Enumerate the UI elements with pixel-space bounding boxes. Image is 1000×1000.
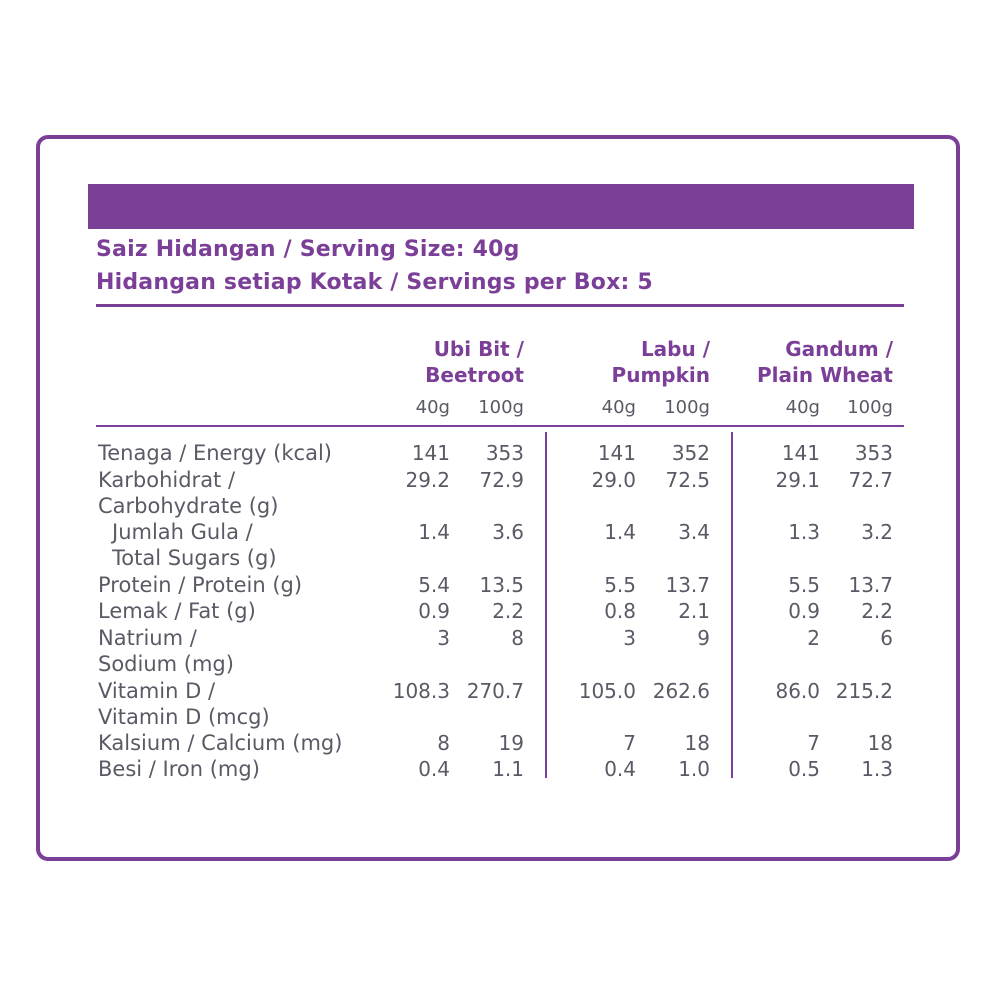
nutrient-value: 19 [498,731,524,755]
nutrient-value: 72.5 [665,468,710,492]
nutrient-value: 1.4 [604,520,636,544]
nutrient-label: Vitamin D / [98,679,216,703]
nutrient-value: 1.0 [678,757,710,781]
nutrient-label: Lemak / Fat (g) [98,599,256,623]
nutrient-value: 3.6 [492,520,524,544]
nutrient-value: 3.2 [861,520,893,544]
nutrient-value: 18 [867,731,893,755]
nutrient-value: 215.2 [835,679,893,703]
nutrient-label: Natrium / [98,626,197,650]
nutrient-value: 7 [807,731,820,755]
nutrient-value: 108.3 [392,679,450,703]
nutrient-label: Besi / Iron (mg) [98,757,260,781]
nutrient-label: Protein / Protein (g) [98,573,303,597]
subheader-100g: 100g [664,397,710,418]
nutrient-label: Tenaga / Energy (kcal) [98,441,332,465]
subheader-40g: 40g [785,397,820,418]
column-divider [545,432,547,778]
nutrient-value: 13.7 [848,573,893,597]
nutrient-value: 5.4 [418,573,450,597]
nutrient-label-continued: Sodium (mg) [98,652,234,676]
nutrient-value: 1.4 [418,520,450,544]
nutrient-value: 0.9 [418,599,450,623]
nutrient-label: Jumlah Gula / [112,520,253,544]
nutrient-value: 3.4 [678,520,710,544]
header-banner [88,184,914,229]
nutrient-value: 29.1 [775,468,820,492]
nutrient-value: 2 [807,626,820,650]
nutrient-value: 353 [854,441,893,465]
nutrient-value: 86.0 [775,679,820,703]
subheader-100g: 100g [847,397,893,418]
subheader-40g: 40g [601,397,636,418]
nutrient-value: 141 [781,441,820,465]
nutrient-value: 3 [623,626,636,650]
nutrient-value: 2.2 [861,599,893,623]
column-divider [731,432,733,778]
nutrient-value: 2.2 [492,599,524,623]
nutrient-value: 0.8 [604,599,636,623]
nutrient-value: 0.4 [418,757,450,781]
nutrient-value: 353 [485,441,524,465]
column-header-plain-wheat: Gandum / Plain Wheat [757,337,893,387]
column-header-pumpkin: Labu / Pumpkin [611,337,710,387]
nutrient-label: Kalsium / Calcium (mg) [98,731,343,755]
nutrient-value: 1.3 [861,757,893,781]
nutrient-value: 1.1 [492,757,524,781]
serving-size-line: Saiz Hidangan / Serving Size: 40g [96,237,520,262]
nutrient-value: 7 [623,731,636,755]
divider-top [96,304,904,307]
nutrient-value: 29.2 [405,468,450,492]
nutrient-value: 5.5 [604,573,636,597]
nutrient-value: 352 [671,441,710,465]
nutrient-value: 9 [697,626,710,650]
nutrient-value: 8 [511,626,524,650]
nutrient-value: 141 [411,441,450,465]
nutrient-value: 8 [437,731,450,755]
nutrient-value: 262.6 [652,679,710,703]
nutrient-value: 72.9 [479,468,524,492]
nutrient-value: 270.7 [466,679,524,703]
nutrient-value: 13.7 [665,573,710,597]
nutrient-value: 29.0 [591,468,636,492]
nutrient-value: 1.3 [788,520,820,544]
nutrient-value: 0.5 [788,757,820,781]
nutrient-value: 5.5 [788,573,820,597]
nutrient-label-continued: Vitamin D (mcg) [98,705,270,729]
nutrient-value: 18 [684,731,710,755]
nutrient-value: 3 [437,626,450,650]
nutrient-value: 2.1 [678,599,710,623]
nutrient-value: 13.5 [479,573,524,597]
nutrient-value: 6 [880,626,893,650]
nutrient-value: 105.0 [578,679,636,703]
divider-middle [96,425,904,427]
nutrient-value: 0.4 [604,757,636,781]
nutrient-value: 72.7 [848,468,893,492]
nutrient-value: 141 [597,441,636,465]
column-header-beetroot: Ubi Bit / Beetroot [425,337,524,387]
nutrient-label: Karbohidrat / [98,468,236,492]
subheader-100g: 100g [478,397,524,418]
servings-per-box-line: Hidangan setiap Kotak / Servings per Box: 5 [96,270,653,295]
nutrient-label-continued: Total Sugars (g) [112,546,277,570]
nutrient-value: 0.9 [788,599,820,623]
nutrient-label-continued: Carbohydrate (g) [98,494,279,518]
subheader-40g: 40g [415,397,450,418]
